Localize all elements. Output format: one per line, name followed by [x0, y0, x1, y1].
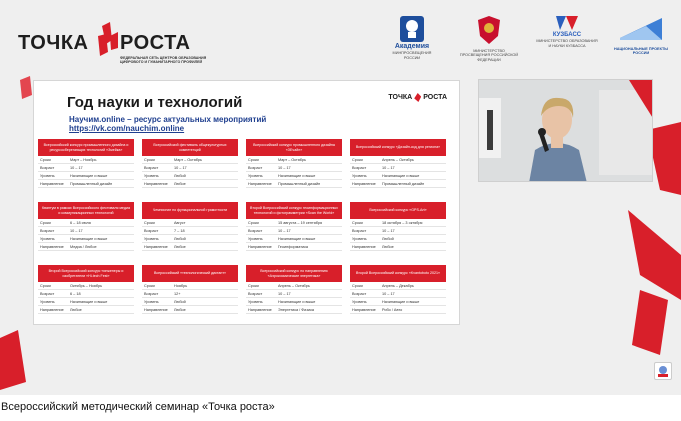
event-card-value: 10 – 17 [278, 165, 291, 170]
event-card [246, 202, 342, 260]
event-card-value: Март – Ноябрь [70, 157, 97, 162]
speaker-video [478, 79, 653, 182]
event-card-row [246, 164, 342, 172]
event-card-row [38, 282, 134, 290]
event-card-key: Направление [144, 244, 168, 249]
event-card [142, 202, 238, 260]
brand-mark-icon [96, 22, 120, 56]
event-card-key: Направление [248, 307, 272, 312]
event-card-key: Возраст [352, 291, 367, 296]
event-card [350, 202, 446, 260]
event-card-value: 7 – 18 [174, 228, 185, 233]
event-card-value: Энергетика / Физика [278, 307, 314, 312]
slide-brand-logo [388, 93, 447, 102]
event-card-row [38, 180, 134, 188]
event-card [142, 265, 238, 323]
event-card-row [350, 164, 446, 172]
event-card-row [350, 156, 446, 164]
event-card-key: Сроки [352, 157, 363, 162]
event-card-row [350, 298, 446, 306]
event-card-value: Октябрь – Ноябрь [70, 283, 103, 288]
event-card [38, 265, 134, 323]
event-card-value: 10 – 17 [278, 228, 291, 233]
kuzbass-logo [536, 14, 598, 48]
event-card-value: Март – Октябрь [174, 157, 203, 162]
event-cards-grid [38, 139, 456, 323]
event-card-row [246, 235, 342, 243]
event-card-title: Второй Всероссийский конкурс «инженеры и изобретатели «Hi-tech Fest» [38, 265, 134, 282]
academy-logo [386, 14, 438, 60]
event-card-key: Возраст [144, 291, 159, 296]
event-card-key: Возраст [40, 165, 55, 170]
event-card-key: Сроки [248, 157, 259, 162]
event-card-value: Апрель – Октябрь [382, 157, 414, 162]
event-card-title: Всероссийский конкурс «Дизайн-код для региона» [350, 139, 446, 156]
event-card-row [246, 298, 342, 306]
event-card [246, 139, 342, 197]
slide-link[interactable]: https://vk.com/nauchim.online [69, 124, 185, 133]
event-card-row [350, 306, 446, 314]
event-card-title: Всероссийский конкурс по направлению «Аэрокосмические энергетика» [246, 265, 342, 282]
event-card-key: Уровень [248, 173, 263, 178]
corner-badge-icon [654, 362, 672, 380]
slide-logo-left: ТОЧКА [388, 94, 413, 101]
event-card-value: Любое [174, 181, 186, 186]
event-card-key: Возраст [40, 228, 55, 233]
event-card-value: 10 – 17 [382, 165, 395, 170]
presentation-slide [33, 80, 460, 325]
event-card-row [246, 156, 342, 164]
event-card-key: Уровень [144, 236, 159, 241]
event-card-key: Сроки [40, 220, 51, 225]
event-card-value: 10 – 17 [382, 228, 395, 233]
event-card-key: Уровень [352, 236, 367, 241]
event-card-value: Любой [174, 236, 186, 241]
event-card-value: Любое [174, 307, 186, 312]
event-card-title: Всероссийский фестиваль общекультурных компетенций [142, 139, 238, 156]
event-card-value: Март – Октябрь [278, 157, 307, 162]
event-card [350, 265, 446, 323]
event-card-key: Сроки [248, 283, 259, 288]
slide-logo-mark-icon [414, 93, 421, 102]
event-card-value: Медиа / Любое [70, 244, 97, 249]
event-card-value: Начинающие и выше [278, 236, 316, 241]
event-card-value: Август [174, 220, 186, 225]
event-card-key: Сроки [352, 283, 363, 288]
event-card-row [142, 235, 238, 243]
event-card-key: Направление [352, 307, 376, 312]
event-card-row [142, 156, 238, 164]
event-card-key: Сроки [144, 220, 155, 225]
event-card-key: Возраст [248, 291, 263, 296]
event-card-row [350, 282, 446, 290]
event-card-title: Всероссийский конкурс промышленного дизайна «ЗЕчайн» [246, 139, 342, 156]
slide-title: Год науки и технологий [67, 94, 243, 111]
event-card [38, 202, 134, 260]
event-card [38, 139, 134, 197]
event-card-key: Направление [144, 181, 168, 186]
deco-shape-left [0, 330, 26, 390]
event-card-row [142, 306, 238, 314]
event-card-value: Промышленный дизайн [278, 181, 321, 186]
event-card-value: 10 – 17 [278, 291, 291, 296]
deco-shape-right-lower [628, 210, 681, 300]
event-card-key: Уровень [352, 299, 367, 304]
event-card-row [350, 219, 446, 227]
event-card-value: Начинающие и выше [70, 236, 108, 241]
event-card-key: Направление [40, 244, 64, 249]
event-card-key: Сроки [40, 283, 51, 288]
event-card-key: Уровень [40, 236, 55, 241]
slide-logo-right: РОСТА [423, 94, 447, 101]
academy-name: Академия [394, 43, 430, 51]
deco-shape-right-bottom [632, 290, 668, 355]
event-card-value: Начинающие и выше [278, 299, 316, 304]
academy-label: МИНПРОСВЕЩЕНИЯ РОССИИ [392, 51, 432, 60]
event-card-value: Любой [382, 236, 394, 241]
event-card-value: 6 – 18 [70, 291, 81, 296]
event-card-key: Возраст [248, 165, 263, 170]
event-card-title: Всероссийский конкурс промышленного дизайна и ресурсосберегающих технологий «Змейка» [38, 139, 134, 156]
event-card-row [38, 290, 134, 298]
event-card-key: Уровень [144, 299, 159, 304]
event-card-row [246, 306, 342, 314]
event-card-row [142, 282, 238, 290]
event-card-title: Всероссийский «технологический диктант» [142, 265, 238, 282]
event-card-key: Уровень [144, 173, 159, 178]
event-card-row [246, 172, 342, 180]
event-card-value: 10 – 17 [70, 165, 83, 170]
event-card-row [142, 227, 238, 235]
caption-bar [0, 395, 681, 421]
event-card-row [142, 164, 238, 172]
event-card-row [350, 172, 446, 180]
event-card-row [350, 235, 446, 243]
event-card-key: Направление [248, 244, 272, 249]
event-card-value: Любое [174, 244, 186, 249]
event-card-row [142, 298, 238, 306]
event-card-key: Направление [248, 181, 272, 186]
event-card-key: Сроки [144, 157, 155, 162]
event-card-key: Сроки [144, 283, 155, 288]
speaker-image [479, 80, 653, 182]
event-card-key: Возраст [352, 228, 367, 233]
event-card-value: 6 – 18 июля [70, 220, 91, 225]
event-card-key: Возраст [248, 228, 263, 233]
event-card-row [38, 227, 134, 235]
event-card-row [38, 219, 134, 227]
event-card-row [38, 243, 134, 251]
kuzbass-name: КУЗБАСС [552, 32, 582, 39]
event-card-value: Начинающие и выше [70, 173, 108, 178]
event-card-key: Уровень [40, 173, 55, 178]
event-card-value: 18 октября – 3 октября [382, 220, 423, 225]
coat-of-arms-icon [474, 14, 504, 46]
event-card-row [38, 156, 134, 164]
brand-word-left: ТОЧКА [18, 32, 89, 54]
event-card-value: Начинающие и выше [70, 299, 108, 304]
event-card-row [142, 172, 238, 180]
event-card-row [142, 290, 238, 298]
event-card-row [38, 235, 134, 243]
event-card-key: Возраст [352, 165, 367, 170]
event-card-title: Второй Всероссийский конкурс «Kvantoboto 2021» [350, 265, 446, 282]
tochka-rosta-logo [18, 22, 248, 66]
event-card-value: Любой [174, 299, 186, 304]
deco-shape-top-left [20, 76, 32, 99]
event-card-value: Ноябрь [174, 283, 188, 288]
event-card-row [38, 164, 134, 172]
event-card-value: Промышленный дизайн [382, 181, 425, 186]
event-card-row [350, 243, 446, 251]
event-card-row [38, 298, 134, 306]
event-card-value: Промышленный дизайн [70, 181, 113, 186]
event-card-value: Начинающие и выше [382, 173, 420, 178]
event-card [142, 139, 238, 197]
event-card-key: Направление [40, 181, 64, 186]
event-card-value: Геоинформатика [278, 244, 308, 249]
event-card-key: Возраст [144, 165, 159, 170]
event-card-value: Робо / Авто [382, 307, 403, 312]
national-projects-icon [616, 14, 666, 44]
event-card-key: Сроки [248, 220, 259, 225]
event-card-row [246, 219, 342, 227]
event-card-row [246, 290, 342, 298]
event-card-key: Направление [40, 307, 64, 312]
event-card-value: 15 августа – 19 сентября [278, 220, 323, 225]
event-card-row [142, 180, 238, 188]
event-card-key: Направление [144, 307, 168, 312]
event-card-key: Возраст [144, 228, 159, 233]
academy-emblem-icon [396, 14, 428, 44]
event-card-row [142, 243, 238, 251]
brand-word-right: РОСТА [120, 32, 191, 54]
event-card-row [38, 172, 134, 180]
event-card-value: 10 – 17 [70, 228, 83, 233]
ministry-label: МИНИСТЕРСТВО ПРОСВЕЩЕНИЯ РОССИЙСКОЙ ФЕДЕРАЦИИ [459, 49, 519, 62]
event-card-row [38, 306, 134, 314]
event-card-title: Чемпионат по функциональной грамотности [142, 202, 238, 219]
event-card-row [350, 227, 446, 235]
event-card-value: Начинающие и выше [278, 173, 316, 178]
event-card-key: Сроки [352, 220, 363, 225]
national-projects-label: НАЦИОНАЛЬНЫЕ ПРОЕКТЫ РОССИИ [613, 47, 669, 56]
event-card [350, 139, 446, 197]
event-card-value: 12+ [174, 291, 181, 296]
event-card-row [246, 180, 342, 188]
event-card-value: 10 – 17 [382, 291, 395, 296]
event-card-row [142, 219, 238, 227]
event-card-key: Сроки [40, 157, 51, 162]
kuzbass-emblem-icon [552, 14, 582, 32]
event-card [246, 265, 342, 323]
slide-subtitle: Научим.online – ресурс актуальных мероприятий [69, 115, 267, 124]
event-card-key: Направление [352, 181, 376, 186]
ministry-logo [458, 14, 520, 62]
event-card-row [246, 243, 342, 251]
brand-subtitle: ФЕДЕРАЛЬНАЯ СЕТЬ ЦЕНТРОВ ОБРАЗОВАНИЯ ЦИФРОВОГО И ГУМАНИТАРНОГО ПРОФИЛЕЙ [120, 56, 207, 65]
event-card-value: Любой [174, 173, 186, 178]
event-card-title: Квантум в рамках Всероссийского фестиваля медиа и коммуникационных технологий [38, 202, 134, 219]
event-card-value: Любое [382, 244, 394, 249]
event-card-value: Апрель – Октябрь [278, 283, 310, 288]
event-card-value: Апрель – Декабрь [382, 283, 414, 288]
event-card-title: Всероссийский конкурс «GPS-Art» [350, 202, 446, 219]
event-card-key: Уровень [248, 236, 263, 241]
event-card-title: Второй Всероссийский конкурс геоинформационных технологий и фотограмметрии «Scan the World» [246, 202, 342, 219]
event-card-row [350, 180, 446, 188]
event-card-key: Возраст [40, 291, 55, 296]
event-card-key: Уровень [352, 173, 367, 178]
event-card-row [246, 227, 342, 235]
event-card-key: Уровень [248, 299, 263, 304]
kuzbass-label: МИНИСТЕРСТВО ОБРАЗОВАНИЯ И НАУКИ КУЗБАССА [536, 39, 598, 48]
event-card-key: Направление [352, 244, 376, 249]
event-card-row [246, 282, 342, 290]
event-card-row [350, 290, 446, 298]
broadcast-caption: Всероссийский методический семинар «Точка роста» [1, 401, 275, 413]
event-card-value: 10 – 17 [174, 165, 187, 170]
event-card-value: Любое [70, 307, 82, 312]
event-card-key: Уровень [40, 299, 55, 304]
national-projects-logo [610, 14, 672, 56]
event-card-value: Начинающие и выше [382, 299, 420, 304]
